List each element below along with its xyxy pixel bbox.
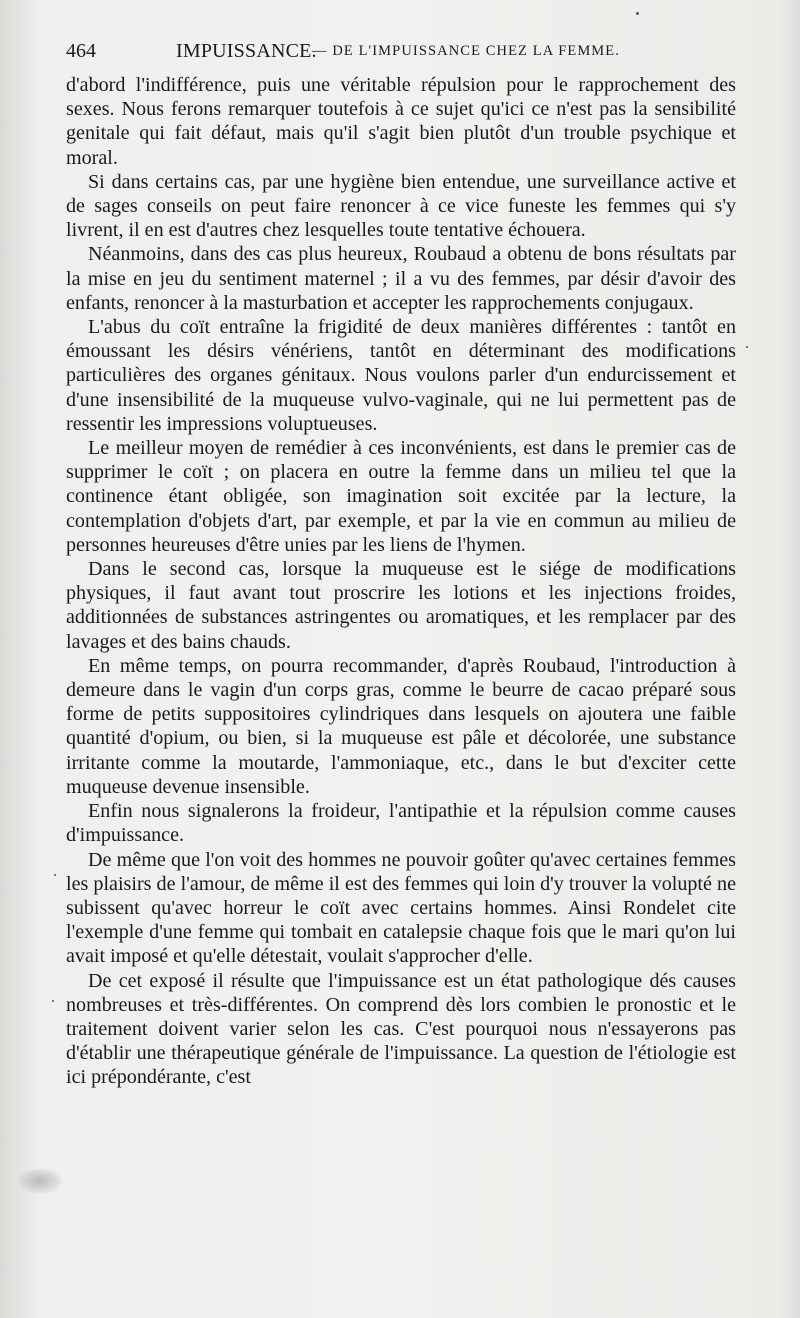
page-number: 464 [66, 40, 96, 62]
body-text [66, 73, 736, 1090]
paragraph: Si dans certains cas, par une hygiène bien entendue, une surveillance active et de sages conseils on peut faire renoncer à ce vice funeste les femmes qui s'y livrent, il en est d'autres chez lesquelles toute tentative échouera. [66, 170, 736, 242]
section-subtitle: — DE L'IMPUISSANCE CHEZ LA FEMME. [312, 43, 620, 59]
paragraph: De même que l'on voit des hommes ne pouvoir goûter qu'avec certaines femmes les plaisirs de l'amour, de même il est des femmes qui loin d'y trouver la volupté ne subissent qu'avec horreur le coït avec certains hommes. Ainsi Rondelet cite l'exemple d'une femme qui tombait en catalepsie chaque fois que le mari qu'on lui avait imposé et qu'elle détestait, voulait s'approcher d'elle. [66, 848, 736, 968]
paragraph: L'abus du coït entraîne la frigidité de deux manières différentes : tantôt en émoussant les désirs vénériens, tantôt en déterminant des modifications particulières des organes génitaux. Nous voulons parler d'un endurcissement et d'une insensibilité de la muqueuse vulvo-vaginale, qui ne lui permettent pas de ressentir les impressions voluptueuses. [66, 316, 736, 435]
paragraph: Le meilleur moyen de remédier à ces inconvénients, est dans le premier cas de supprimer le coït ; on placera en outre la femme dans un milieu tel que la continence étant obligée, son imagination soit excitée par la lecture, la contemplation d'objets d'art, par exemple, et par la vie en commun au milieu de personnes heureuses d'être unies par les liens de l'hymen. [66, 437, 736, 556]
speck [52, 1000, 54, 1002]
paragraph: Dans le second cas, lorsque la muqueuse est le siége de modifications physiques, il faut avant tout proscrire les lotions et les injections froides, additionnées de substances astringentes ou aromatiques, et les remplacer par des lavages et des bains chauds. [66, 558, 736, 653]
speck [54, 874, 56, 876]
paragraph: De cet exposé il résulte que l'impuissance est un état pathologique dés causes nombreuses et très-différentes. On comprend dès lors combien le pronostic et le traitement doivent varier selon les cas. C'est pourquoi nous n'essayerons pas d'établir une thérapeutique générale de l'impuissance. La question de l'étiologie est ici prépondérante, c'est [66, 969, 736, 1089]
paragraph: En même temps, on pourra recommander, d'après Roubaud, l'introduction à demeure dans le vagin d'un corps gras, comme le beurre de cacao préparé sous forme de petits suppositoires cylindriques dans lesquels on ajoutera une faible quantité d'opium, ou bien, si la muqueuse est pâle et décolorée, une substance irritante comme la moutarde, l'ammoniaque, etc., dans le but d'exciter cette muqueuse devenue insensible. [66, 654, 736, 798]
paragraph: Enfin nous signalerons la froideur, l'antipathie et la répulsion comme causes d'impuissance. [66, 800, 736, 847]
ink-smudge [18, 1168, 62, 1194]
running-head [66, 40, 736, 70]
speck [636, 12, 639, 15]
paragraph: Néanmoins, dans des cas plus heureux, Roubaud a obtenu de bons résultats par la mise en jeu du sentiment maternel ; il a vu des femmes, par désir d'avoir des enfants, renoncer à la masturbation et accepter les rapprochements conjugaux. [66, 243, 736, 314]
chapter-title: IMPUISSANCE. [176, 40, 317, 62]
paragraph-continued: d'abord l'indifférence, puis une véritable répulsion pour le rapprochement des sexes. Nous ferons remarquer toutefois à ce sujet qu'ici ce n'est pas la sensibilité genitale qui fait défaut, mais qu'il s'agit bien plutôt d'un trouble psychique et moral. [66, 74, 736, 169]
speck [746, 346, 748, 348]
